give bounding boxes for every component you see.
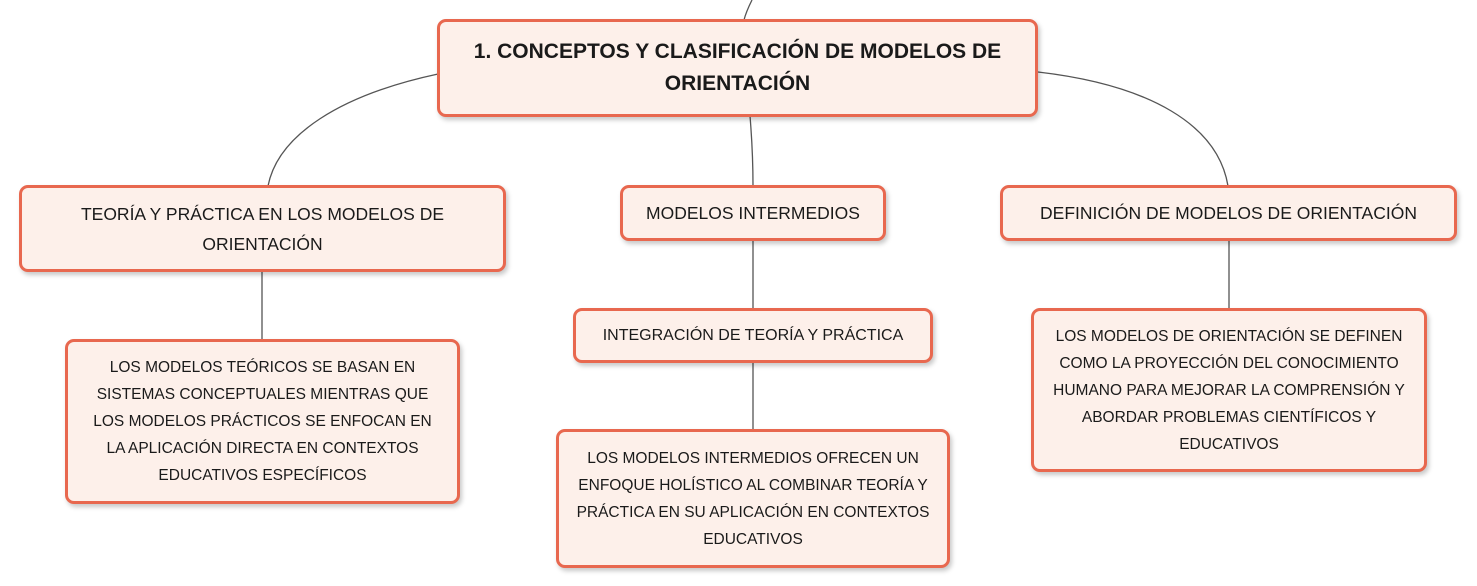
connector-root-to-definicion — [1038, 72, 1228, 186]
subtopic-integracion-label: INTEGRACIÓN DE TEORÍA Y PRÁCTICA — [602, 326, 904, 344]
topic-teoria-practica[interactable] — [19, 185, 506, 272]
topic-definicion-modelos-label: DEFINICIÓN DE MODELOS DE ORIENTACIÓN — [1040, 203, 1417, 223]
detail-definicion-modelos[interactable] — [1031, 308, 1427, 472]
detail-teoria-practica[interactable] — [65, 339, 460, 504]
topic-modelos-intermedios[interactable] — [620, 185, 886, 241]
root-topic-label: 1. CONCEPTOS Y CLASIFICACIÓN DE MODELOS DE ORIENTACIÓN — [473, 40, 1002, 95]
detail-modelos-intermedios[interactable] — [556, 429, 950, 568]
connector-parent-stub — [744, 0, 752, 20]
detail-definicion-modelos-text: LOS MODELOS DE ORIENTACIÓN SE DEFINEN COMO LA PROYECCIÓN DEL CONOCIMIENTO HUMANO PARA MEJORAR LA COMPRENSIÓN Y ABORDAR PROBLEMAS CIENTÍFICOS Y EDUCATIVOS — [1053, 327, 1405, 453]
topic-teoria-practica-label: TEORÍA Y PRÁCTICA EN LOS MODELOS DE ORIENTACIÓN — [80, 203, 445, 254]
connector-root-to-teoria — [268, 74, 438, 186]
connector-root-to-intermedios — [750, 116, 753, 186]
detail-modelos-intermedios-text: LOS MODELOS INTERMEDIOS OFRECEN UN ENFOQUE HOLÍSTICO AL COMBINAR TEORÍA Y PRÁCTICA EN SU APLICACIÓN EN CONTEXTOS EDUCATIVOS — [576, 449, 930, 548]
subtopic-integracion[interactable] — [573, 308, 933, 363]
topic-modelos-intermedios-label: MODELOS INTERMEDIOS — [646, 203, 860, 223]
topic-definicion-modelos[interactable] — [1000, 185, 1457, 241]
root-topic[interactable] — [437, 19, 1038, 117]
detail-teoria-practica-text: LOS MODELOS TEÓRICOS SE BASAN EN SISTEMAS CONCEPTUALES MIENTRAS QUE LOS MODELOS PRÁCTICOS SE ENFOCAN EN LA APLICACIÓN DIRECTA EN CONTEXTOS EDUCATIVOS ESPECÍFICOS — [93, 359, 432, 484]
